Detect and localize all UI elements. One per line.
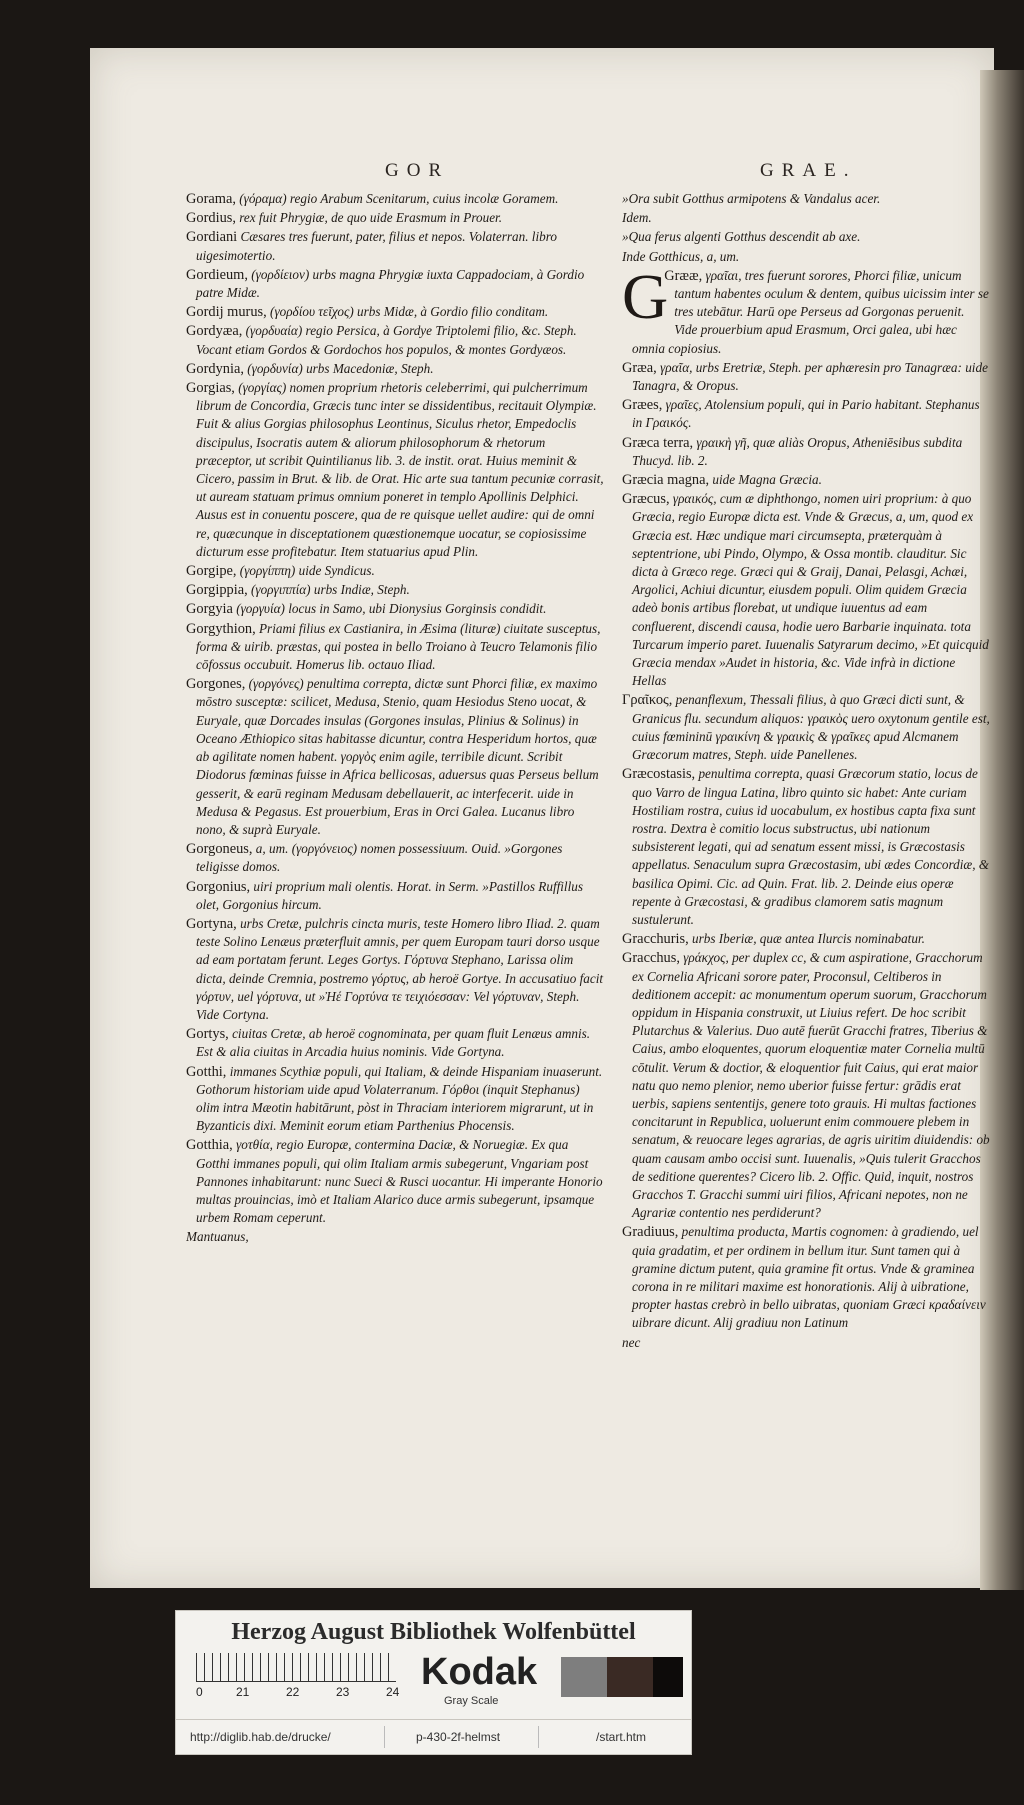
kodak-logo: Kodak <box>421 1651 538 1693</box>
entry-text: urbs Cretæ, pulchris cincta muris, teste Homero libro Iliad. 2. quam teste Solino Lenæus præterfluit amnis, per quem Europam tauri dorso usque ad eam portatam ferunt. Leges Gortys. Γόρτυνα Stephano, Larissa olim dicta, deinde Cremnia, postremo γόρτυς, ab heroë Gortye. In accusatiuo facit γόρτυν, uel γόρτυνα, ut »Ἠέ Γορτύνα τε τειχιόεσσαν: Vel γόρτυναν, Steph. Vide Cortyna. <box>196 915 604 1022</box>
url-row <box>176 1719 691 1754</box>
entry-text: immanes Scythiæ populi, qui Italiam, & deinde Hispaniam inuaserunt. Gothorum historiam uide apud Volaterranum. Γόρθοι (inquit Stephanus) olim intra Mæotin habitārunt, pòst in Thraciam interiorem migrarunt, ut in Byzanticis dixi. Meminit eorum etiam Parthenius Phocensis. <box>196 1063 603 1134</box>
entry-text: γραῖα, urbs Eretriæ, Steph. per aphæresin pro Tanagræa: uide Tanagra, & Oropus. <box>632 359 988 394</box>
dictionary-entry <box>186 1063 604 1136</box>
entry-headword: Gorgias, <box>186 380 235 397</box>
gray-scale-label: Gray Scale <box>444 1695 499 1707</box>
dictionary-entry <box>622 260 990 358</box>
entry-text: (γορδίου τεῖχος) urbs Midæ, à Gordio filio conditam. <box>270 304 549 320</box>
entry-text: penanflexum, Thessali filius, à quo Græci dicti sunt, & Granicus flu. secundum aliquos: γραικὸς uero oxytonum gentile est, cuius fœmininū γραικίνη & γραικὶς & γραῖκες apud Alcmanem Græcorum matres, Steph. uide Panellenes. <box>632 692 990 763</box>
entry-text: (γορδυνία) urbs Macedoniæ, Steph. <box>247 360 434 376</box>
right-column <box>622 106 990 1496</box>
dictionary-entry <box>622 490 990 690</box>
dictionary-entry <box>622 434 990 470</box>
entry-text: (γοργυία) locus in Samo, ubi Dionysius Gorginsis condidit. <box>236 601 547 617</box>
ruler-number: 22 <box>286 1685 300 1699</box>
entry-headword: Græes, <box>622 397 663 414</box>
dictionary-entry <box>622 471 990 489</box>
entry-text: (γοργίππη) uide Syndicus. <box>239 563 375 579</box>
entry-headword: Gorgonius, <box>186 878 251 895</box>
dictionary-entry <box>622 1223 990 1332</box>
verse-line: Idem. <box>622 210 652 226</box>
entry-headword: Gordiani <box>186 229 238 246</box>
dictionary-entry <box>186 190 604 208</box>
entry-headword: Grææ, <box>664 267 703 284</box>
dictionary-entry <box>186 1136 604 1227</box>
entry-headword: Gotthia, <box>186 1137 233 1154</box>
entry-text: γραικὴ γῆ, quæ aliàs Oropus, Atheniēsibus subdita Thucyd. lib. 2. <box>632 434 963 468</box>
entry-headword: Gotthi, <box>186 1063 227 1080</box>
dictionary-entry <box>186 322 604 358</box>
left-column <box>186 106 604 1496</box>
entry-headword: Gracchus, <box>622 950 680 967</box>
ruler-number: 21 <box>236 1685 250 1699</box>
dictionary-entry <box>186 1228 604 1246</box>
entry-headword: Græcia magna, <box>622 472 710 489</box>
entry-text: γραικός, cum æ diphthongo, nomen uiri proprium: à quo Græcia, regio Europæ dicta est. Vnde & Græcus, a, um, quod ex Græcia est. Hæc undique mari circumsepta, præterquàm à septentrione, ubi Pindo, Olympo, & Ossa montib. clauditur. Sic dicta à Græco rege. Græci qui & Graij, Danai, Pelasgi, Achæi, Argolici, Achiui dicuntur, eiusdem populi. Olim quidem Græcia adeò bonis artibus florebat, ut undique iuuentus ad eam confluerent, discendi causa, hodie uero Barbarie inquinata. tota Turcarum imperio paret. Iuuenalis Satyrarum decimo, »Et quicquid Græcia mendax »Audet in historia, &c. Vide infrà in dictione Hellas <box>632 491 989 689</box>
dark-swatch <box>607 1657 653 1697</box>
dictionary-entry <box>186 600 604 618</box>
dictionary-entry <box>186 675 604 839</box>
dictionary-entry <box>622 765 990 929</box>
entry-text: a, um. (γοργόνειος) nomen possessiuum. Ouid. »Gorgones teligisse domos. <box>196 841 563 875</box>
entry-text: γοτθία, regio Europæ, contermina Daciæ, & Noruegiæ. Ex qua Gotthi immanes populi, qui olim Italiam armis subegerunt, Vngariam post Pannones inhabitarunt: nunc Sueci & Rusci uocantur. Hi imperante Honorio multas prouincias, imò et Italiam Alarico duce armis subegerunt, ipsamque urbem Romam ceperunt. <box>196 1137 603 1226</box>
entry-headword: Gortys, <box>186 1026 229 1043</box>
entry-headword: Græa, <box>622 359 657 376</box>
library-card <box>175 1610 692 1755</box>
dictionary-entry <box>186 581 604 599</box>
entry-text: γραῖαι, tres fuerunt sorores, Phorci filiæ, unicum tantum habentes oculum & dentem, quibus uicissim inter se tres utebātur. Harū ope Perseus ad Gorgonas peruenit. Vide prouerbium apud Erasmum, Orci galea, ubi hæc omnia copiosius. <box>632 267 989 356</box>
entry-text: γραῖες, Atolensium populi, qui in Pario habitant. Stephanus in Γραικός. <box>632 397 980 431</box>
dictionary-entry <box>186 1025 604 1061</box>
entry-text: (γόραμα) regio Arabum Scenitarum, cuius incolæ Goramem. <box>239 191 559 206</box>
entry-text: Cæsares tres fuerunt, pater, filius et nepos. Volaterran. libro uigesimotertio. <box>196 229 557 263</box>
entry-headword: Gordij murus, <box>186 304 267 321</box>
entry-headword: Gordyæa, <box>186 323 243 340</box>
entry-headword: Gorgyia <box>186 601 233 618</box>
entry-headword: Gordieum, <box>186 266 248 283</box>
ruler-number: 0 <box>196 1685 203 1699</box>
entry-text: ciuitas Cretæ, ab heroë cognominata, per quam fluit Lenæus amnis. Est & alia ciuitas in Arcadia huius nominis. Vide Gortyna. <box>196 1026 591 1060</box>
dictionary-entry <box>186 562 604 580</box>
dictionary-entry <box>186 360 604 378</box>
entry-headword: Gorgippia, <box>186 582 248 599</box>
entry-text: (γοργόνες) penultima correpta, dictæ sunt Phorci filiæ, ex maximo mōstro susceptæ: scilicet, Medusa, Stenio, quam Hesiodus Steno uocat, & Euryale, quæ Dorcades insulas (Gorgones insulas, Plinius & Solinus) in Oceano Æthiopico sitas habitasse dicuntur, contra Hesperidum hortos, quæ ab agilitate nomen habent. γοργὸς enim agile, terribile dicunt. Scribit Diodorus fœminas fuisse in Africa bellicosas, aduersus quas Perseus bellum gesserit, & earū reginam Medusam debellauerit, ac interfecerit. uide in Medusa & Pegasus. Est prouerbium, Eras in Orci Galea. Lucanus libro nono, & suprà Euryale. <box>196 676 599 837</box>
library-title: Herzog August Bibliothek Wolfenbüttel <box>231 1619 636 1645</box>
entry-text: urbs Iberiæ, quæ antea Ilurcis nominabatur. <box>692 931 925 947</box>
gray-swatch <box>561 1657 607 1697</box>
running-head-left: GOR <box>385 160 450 181</box>
entry-headword: Græcus, <box>622 491 670 508</box>
entry-headword: Gortyna, <box>186 915 237 932</box>
verse-line: »Qua ferus algenti Gotthus descendit ab axe. <box>622 229 861 245</box>
entry-text: uide Magna Græcia. <box>712 472 822 488</box>
entry-headword: Græcostasis, <box>622 766 696 783</box>
dictionary-entry <box>622 396 990 432</box>
verse-line: »Ora subit Gotthus armipotens & Vandalus acer. <box>622 191 881 206</box>
dictionary-entry <box>186 303 604 321</box>
verse-line: Inde Gotthicus, a, um. <box>622 248 740 264</box>
drop-cap: G <box>622 260 669 332</box>
entry-text: γράκχος, per duplex cc, & cum aspiratione, Gracchorum ex Cornelia Africani sorore pater, Proconsul, Celtiberos in deditionem accepit: ac monumentum operum suorum, Gracchorum oppidum in Hispania construxit, ut Liuius refert. De hoc scribit Plutarchus & Valerius. Duo autē fuerūt Gracchi fratres, Tiberius & Caius, ambo eloquentes, quorum eloquentiæ mater Cornelia multū cōtulit. Verum & doctior, & eloquentior fuit Caius, qui erat maior natu quo nemo plenior, nemo uberior fuisse fertur: grādis erat uerbis, sapiens sententijs, genere toto grauis. Hi multas factiones concitarunt in Republica, uoluerunt enim commouere plebem in senatum, & reuocare leges agrarias, de agris uiritim diuidendis: ob quam causam ambo occisi sunt. Iuuenalis, »Quis tulerit Gracchos de seditione querentes? Cicero lib. 2. Offic. Quid, inquit, nostros Gracchos T. Gracchi summi uiri filios, Africani nepotes, non ne Agrariæ contentio nes perdiderunt? <box>632 950 990 1221</box>
entry-headword: Gorgythion, <box>186 620 256 637</box>
dictionary-entry <box>622 1334 990 1352</box>
dictionary-entry <box>186 915 604 1024</box>
entry-headword: Gordynia, <box>186 360 244 377</box>
entry-text: (γοργιππία) urbs Indiæ, Steph. <box>250 582 410 598</box>
dictionary-entry <box>186 228 604 264</box>
dictionary-entry <box>622 930 990 948</box>
entry-headword: Gradiuus, <box>622 1224 679 1241</box>
black-swatch <box>653 1657 683 1697</box>
entry-text: Mantuanus, <box>186 1229 249 1245</box>
measurement-ruler <box>196 1653 396 1682</box>
entry-text: Priami filius ex Castianira, in Æsima (lituræ) ciuitate susceptus, forma & uirib. præstas, qui postea in bello Troiano à Teucro Telamonis filio cōfossus occubuit. Homerus lib. octauo Iliad. <box>196 620 601 673</box>
library-url[interactable]: http://diglib.hab.de/drucke/ <box>190 1730 331 1744</box>
entry-headword: Gracchuris, <box>622 931 689 948</box>
entry-text: (γορδυαία) regio Persica, à Gordye Triptolemi filio, &c. Steph. Vocant etiam Gordos & Gordochos hos populos, & montes Gordyæos. <box>196 323 577 357</box>
dictionary-entry <box>186 266 604 302</box>
dictionary-entry <box>186 620 604 675</box>
entry-text: (γοργίας) nomen proprium rhetoris celeberrimi, qui pulcherrimum librum de Concordia, Græcis tunc inter se dissidentibus, recitauit Olympiæ. Fuit & alius Gorgias philosophus Leontinus, Siculus rhetor, Empedoclis discipulus, Isocratis autem & aliorum philosophorum & rhetorum præceptor, ut scribit Quintilianus lib. 3. de instit. orat. Huius meminit & Cicero, passim in Brut. & lib. de Orat. Hic arte sua tantum pecuniæ corrasit, ut auream statuam primus omnium poneret in templo Apollinis Delphici. Ausus est in conuentu poscere, qua de re quisque uellet audire: qui de omni re, quæcunque in disceptationem quæstionemque uocatur, se copiosissime dicturum esse profitebatur. Item statuarius apud Plin. <box>196 380 604 559</box>
entry-headword: Gorgones, <box>186 676 246 693</box>
entry-headword: Græca terra, <box>622 434 694 451</box>
start-link[interactable]: /start.htm <box>596 1730 647 1744</box>
entry-text: penultima producta, Martis cognomen: à gradiendo, uel quia gradatim, et per ordinem in bellum itur. Sunt tamen qui à gramine dictum putent, quia gramine fit ortus. Vnde & graminea corona in re militari maxime est honorationis. Alij à uibratione, propter hastas crebrò in bello uibratas, quoniam Græci κραδαίνειν uibrare dicunt. Alij gradiuu non Latinum <box>632 1224 986 1331</box>
dictionary-entry <box>622 691 990 764</box>
entry-text: uiri proprium mali olentis. Horat. in Serm. »Pastillos Ruffillus olet, Gorgonius hircum. <box>196 878 583 912</box>
entry-headword: Γραῖκος, <box>622 692 673 709</box>
ruler-number: 23 <box>336 1685 350 1699</box>
entry-text: rex fuit Phrygiæ, de quo uide Erasmum in Prouer. <box>239 210 503 226</box>
entry-headword: Gorgoneus, <box>186 841 253 858</box>
dictionary-entry <box>186 209 604 227</box>
running-head-right: GRAE. <box>760 160 857 181</box>
dictionary-entry <box>622 359 990 395</box>
dictionary-entry <box>186 878 604 914</box>
entry-headword: Gorgipe, <box>186 563 237 580</box>
dictionary-entry <box>622 949 990 1222</box>
entry-headword: Gorama, <box>186 191 236 207</box>
entry-headword: Gordius, <box>186 210 236 227</box>
dictionary-entry <box>186 840 604 876</box>
entry-text: (γορδίειον) urbs magna Phrygiæ iuxta Cappadociam, à Gordio patre Midæ. <box>196 266 585 301</box>
entry-text: penultima correpta, quasi Græcorum statio, locus de quo Varro de lingua Latina, libro quinto sic habet: Ante curiam Hostiliam rostra, cuius id uocabulum, ex hostibus capta fixa sunt rostra. Dextra è comitio locus substructus, ubi nationum subsisterent legati, qui ad senatum essent missi, is Græcostasis appellatus. Senaculum supra Græcostasim, ubi ædes Concordiæ, & basilica Opimi. Cic. ad Quin. Frat. lib. 2. Deinde eius operæ repente à Græcostasi, & gradibus clamorem satis magnum sustulerunt. <box>632 766 990 927</box>
shelfmark: p-430-2f-helmst <box>416 1730 501 1744</box>
dictionary-entry <box>186 379 604 561</box>
ruler-number: 24 <box>386 1685 400 1699</box>
entry-text: nec <box>622 1334 641 1350</box>
